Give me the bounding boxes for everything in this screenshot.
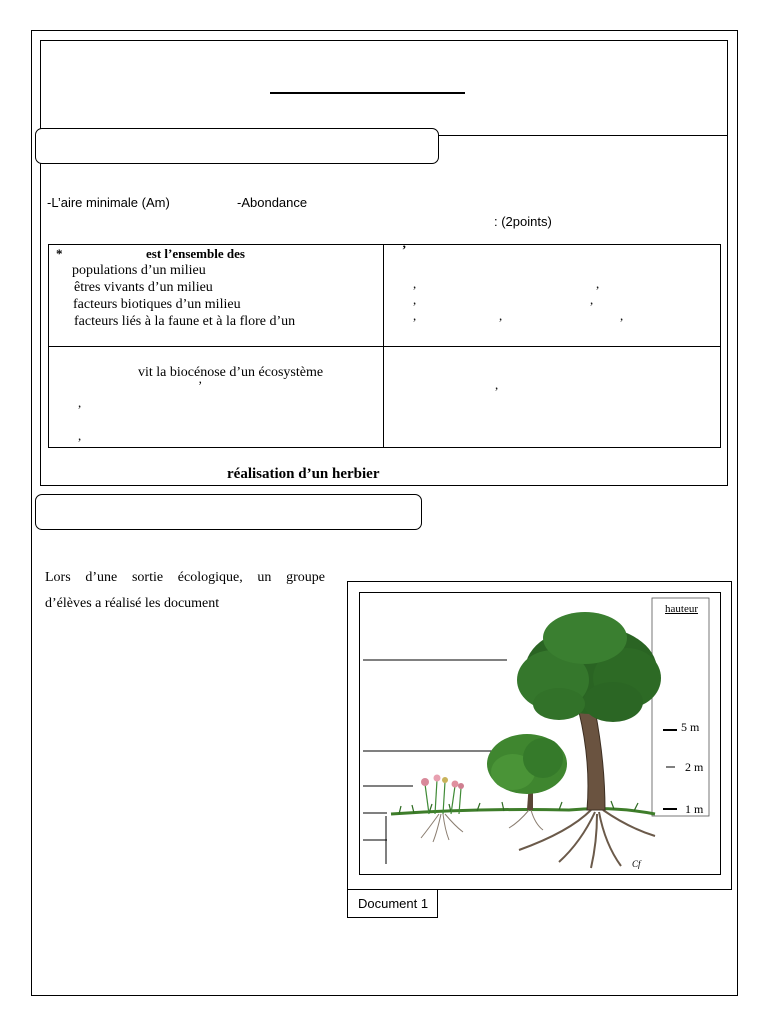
scale-label-1m: 1 m [685, 802, 704, 816]
q1-marker: * [56, 246, 63, 261]
term-abondance: -Abondance [237, 195, 308, 210]
shrub-roots [509, 810, 543, 830]
scale-label-5m: 5 m [681, 720, 700, 734]
q2-stem: vit la biocénose d’un écosystème [138, 365, 324, 380]
shrub-foliage [487, 734, 567, 794]
document-caption-text: Document 1 [358, 896, 429, 911]
points-label: : (2points) [494, 214, 552, 229]
mark: , [413, 276, 417, 291]
mark: ’ [402, 242, 407, 257]
document-caption [347, 889, 438, 918]
mark: , [596, 276, 600, 291]
header-separator [437, 135, 728, 136]
term-aire-minimale: -L’aire minimale (Am) [47, 195, 170, 210]
vegetation-strata-illustration [359, 592, 721, 875]
scale-label-2m: 2 m [685, 760, 704, 774]
tree-trunk [579, 710, 605, 810]
q1-option-2: êtres vivants d’un milieu [74, 280, 213, 295]
mark: ’ [198, 378, 203, 393]
q1-option-1: populations d’un milieu [72, 263, 206, 278]
mark: , [413, 292, 417, 307]
herbier-title: réalisation d’un herbier [227, 466, 380, 482]
scale-title: hauteur [665, 603, 698, 615]
mark: , [413, 308, 417, 323]
q1-stem: est l’ensemble des [146, 246, 245, 261]
title-underline [270, 92, 465, 94]
qcm-row-divider [48, 346, 721, 347]
herbaceous-plants [421, 775, 464, 815]
section-heading-box [35, 128, 439, 164]
mark: , [78, 428, 82, 443]
intro-paragraph-line-1: Lors d’une sortie écologique, un groupe [45, 570, 325, 585]
section-heading-box-2 [35, 494, 422, 530]
artist-signature: Cf [632, 859, 641, 869]
tree-crown [517, 612, 661, 722]
herb-roots [421, 814, 463, 842]
mark: , [499, 308, 503, 323]
height-scale-box [652, 598, 709, 816]
intro-paragraph-line-2: d’élèves a réalisé les document [45, 596, 220, 611]
mark: , [590, 292, 594, 307]
mark: , [620, 308, 624, 323]
mark: , [78, 395, 82, 410]
mark: , [495, 377, 499, 392]
q1-option-4: facteurs liés à la faune et à la flore d’un [74, 314, 296, 329]
q1-option-3: facteurs biotiques d’un milieu [73, 297, 241, 312]
